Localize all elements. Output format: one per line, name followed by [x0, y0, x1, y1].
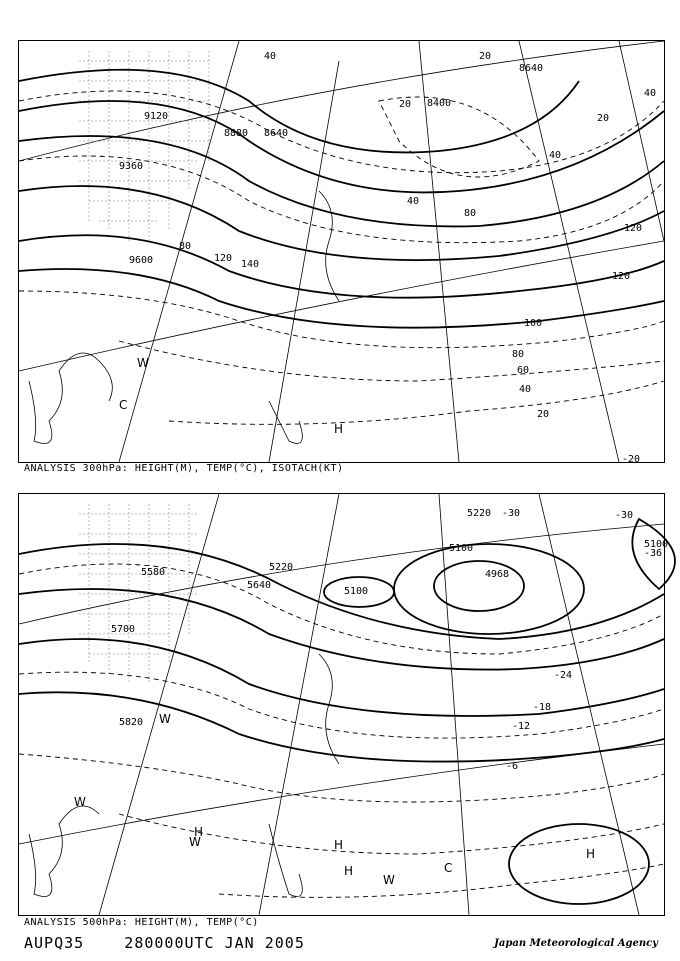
map-300hpa [19, 41, 664, 465]
temp-label: -12 [512, 721, 531, 732]
height-label: 4968 [485, 569, 510, 580]
temp-label: -24 [554, 670, 573, 681]
height-label: 5100 [644, 539, 669, 550]
warm-marker: W [189, 835, 201, 849]
coastline-300 [29, 191, 339, 444]
isotach-label: 40 [264, 51, 277, 62]
graticule-300 [19, 41, 664, 462]
height-label: 5580 [141, 567, 166, 578]
warm-marker: W [159, 712, 171, 726]
isotach-label: 80 [179, 241, 192, 252]
temp-label: -18 [533, 702, 552, 713]
height-label: 8640 [264, 128, 289, 139]
height-label: 5220 [467, 508, 492, 519]
height-contours-500 [19, 519, 675, 904]
height-label: 5100 [449, 543, 474, 554]
isotach-label: 80 [464, 208, 477, 219]
isotach-label: 80 [512, 349, 525, 360]
isotach-label: -20 [622, 454, 641, 465]
isotach-label: 40 [519, 384, 532, 395]
chart-500hpa [18, 493, 669, 916]
height-contours-300 [19, 70, 664, 328]
warm-marker: W [74, 795, 86, 809]
isotach-label: 40 [644, 88, 657, 99]
hatch-300 [79, 51, 209, 241]
isotach-label: 120 [214, 253, 233, 264]
height-label: 8400 [427, 98, 452, 109]
high-marker: H [194, 825, 204, 839]
isotach-label: 40 [549, 150, 562, 161]
chart-code-timestamp: AUPQ35 280000UTC JAN 2005 [24, 934, 305, 952]
height-label: 5700 [111, 624, 136, 635]
height-label: 9360 [119, 161, 144, 172]
caption-500hpa: ANALYSIS 500hPa: HEIGHT(M), TEMP(°C) [24, 917, 259, 928]
height-label: 8640 [519, 63, 544, 74]
high-marker: H [334, 838, 344, 852]
isotach-label: 100 [524, 318, 543, 329]
map-500hpa [19, 494, 669, 915]
temp-label: -6 [506, 761, 519, 772]
temp-label: -30 [615, 510, 634, 521]
isotach-label: 140 [241, 259, 260, 270]
isotach-label: 40 [407, 196, 420, 207]
isotach-label: 20 [399, 99, 412, 110]
cold-marker: C [444, 861, 453, 875]
height-label: 5820 [119, 717, 144, 728]
height-label: 5220 [269, 562, 294, 573]
height-label: 5100 [344, 586, 369, 597]
chart-300hpa [18, 40, 665, 463]
temp-label: -30 [502, 508, 521, 519]
isotach-label: 20 [537, 409, 550, 420]
isotach-label: 120 [624, 223, 643, 234]
high-marker: H [334, 422, 344, 436]
temp-label: -36 [644, 548, 663, 559]
cold-marker: C [119, 398, 128, 412]
high-marker: H [586, 847, 596, 861]
height-label: 9600 [129, 255, 154, 266]
warm-marker: W [137, 356, 149, 370]
height-label: 9120 [144, 111, 169, 122]
coastline-500 [29, 654, 339, 897]
high-marker: H [344, 864, 354, 878]
isotach-label: 60 [517, 365, 530, 376]
agency-credit: Japan Meteorological Agency [494, 938, 658, 949]
height-label: 5640 [247, 580, 272, 591]
isotach-label: 120 [612, 271, 631, 282]
caption-300hpa: ANALYSIS 300hPa: HEIGHT(M), TEMP(°C), ISOTACH(KT) [24, 463, 344, 474]
isotach-label: 20 [597, 113, 610, 124]
warm-marker: W [383, 873, 395, 887]
isotach-label: 20 [479, 51, 492, 62]
height-label: 8880 [224, 128, 249, 139]
hatch-500 [79, 504, 199, 684]
